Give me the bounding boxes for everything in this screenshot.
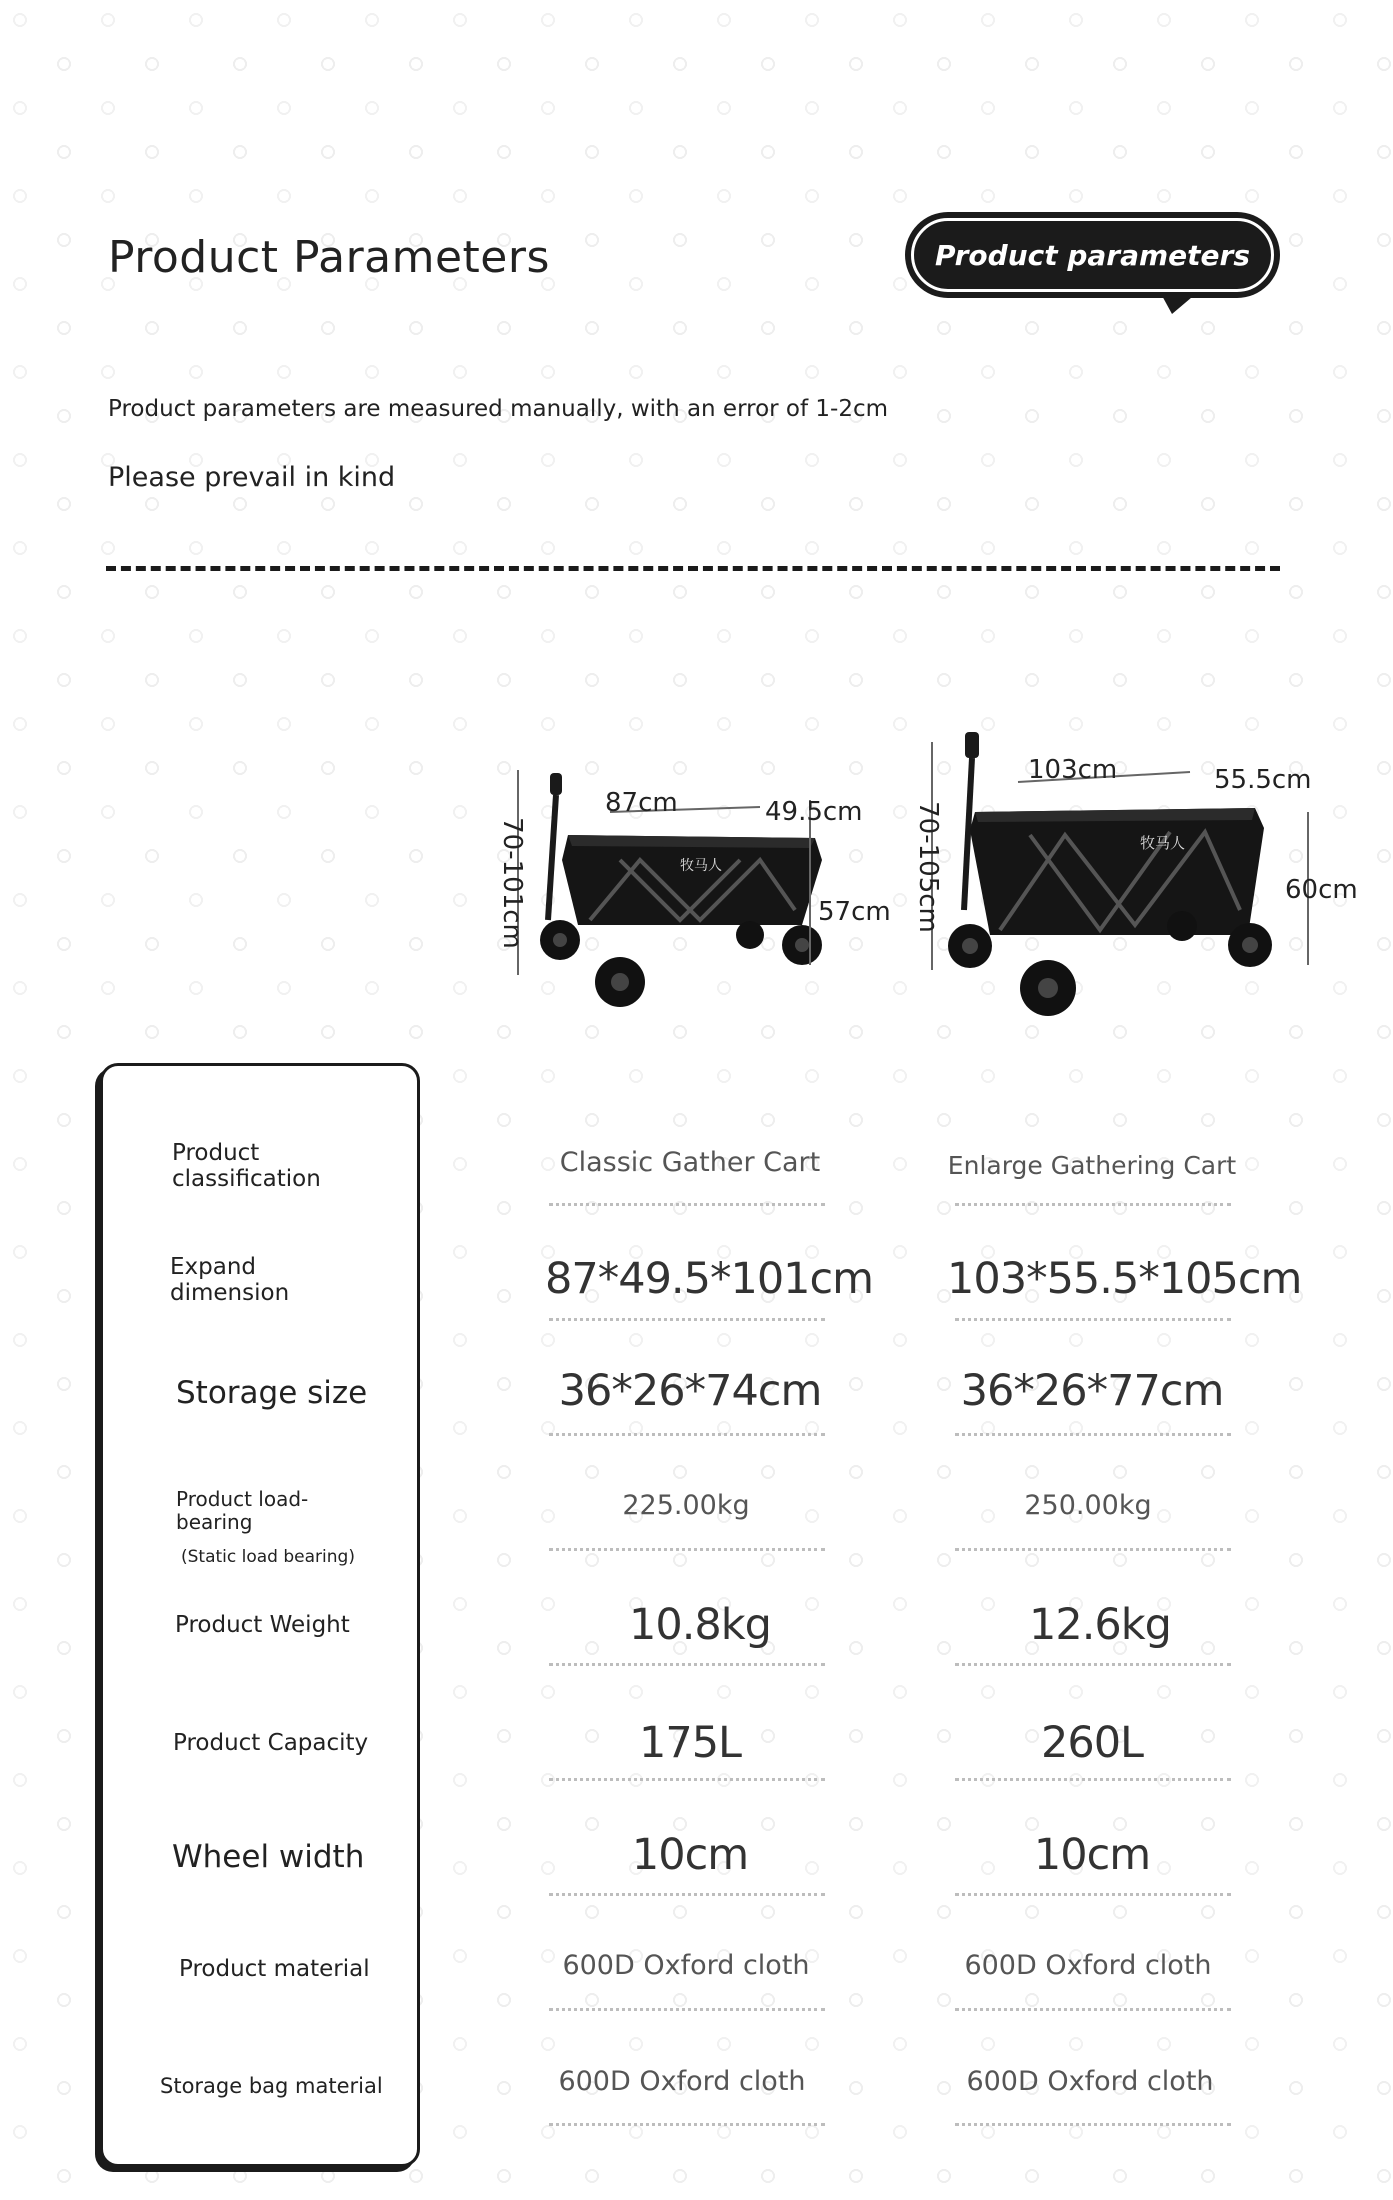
enlarge-width-label: 55.5cm — [1214, 765, 1312, 795]
row-label-storage-size: Storage size — [176, 1375, 368, 1411]
product-parameters-badge — [905, 212, 1280, 298]
classic-height-label: 57cm — [818, 897, 891, 927]
enlarge-capacity: 260L — [1040, 1718, 1144, 1768]
enlarge-classification: Enlarge Gathering Cart — [947, 1151, 1237, 1180]
divider — [106, 566, 1280, 571]
classic-length-label: 87cm — [605, 788, 678, 818]
row-label-load-bearing: Product load-bearing — [176, 1487, 309, 1534]
badge-tail — [1160, 292, 1198, 314]
classic-wheel-width: 10cm — [631, 1830, 749, 1880]
classic-cart-logo: 牧马人 — [680, 858, 722, 874]
row-divider — [955, 1433, 1231, 1436]
row-divider — [549, 1893, 825, 1896]
row-divider — [955, 1663, 1231, 1666]
row-divider — [955, 1778, 1231, 1781]
classic-storage-bag-material: 600D Oxford cloth — [558, 2066, 806, 2097]
prevail-note: Please prevail in kind — [108, 462, 396, 493]
classic-handle-label: 70-101cm — [496, 817, 527, 949]
row-divider — [549, 1433, 825, 1436]
classic-expand-dimension: 87*49.5*101cm — [545, 1254, 874, 1304]
row-divider — [549, 2008, 825, 2011]
classic-storage-size: 36*26*74cm — [558, 1366, 822, 1416]
classic-material: 600D Oxford cloth — [562, 1950, 810, 1981]
classic-classification: Classic Gather Cart — [559, 1147, 821, 1178]
row-divider — [549, 1318, 825, 1321]
row-divider — [549, 1663, 825, 1666]
row-label-material: Product material — [179, 1956, 370, 1982]
row-label-expand-dimension: Expand dimension — [170, 1254, 290, 1307]
row-label-storage-bag-material: Storage bag material — [160, 2074, 383, 2098]
enlarge-storage-size: 36*26*77cm — [960, 1366, 1224, 1416]
row-divider — [549, 1778, 825, 1781]
enlarge-expand-dimension: 103*55.5*105cm — [947, 1254, 1302, 1304]
row-label-classification: Product classification — [172, 1140, 321, 1193]
classic-weight: 10.8kg — [629, 1600, 771, 1650]
row-label-weight: Product Weight — [175, 1612, 350, 1638]
enlarge-weight: 12.6kg — [1029, 1600, 1171, 1650]
enlarge-load-bearing: 250.00kg — [1024, 1490, 1152, 1521]
row-divider — [549, 2123, 825, 2126]
enlarge-material: 600D Oxford cloth — [964, 1950, 1212, 1981]
row-divider — [955, 1893, 1231, 1896]
row-sublabel-static-load: (Static load bearing) — [181, 1547, 355, 1567]
row-divider — [955, 1318, 1231, 1321]
enlarge-cart-logo: 牧马人 — [1140, 834, 1186, 852]
classic-width-label: 49.5cm — [765, 797, 863, 827]
row-divider — [955, 1548, 1231, 1551]
classic-capacity: 175L — [638, 1718, 742, 1768]
row-label-wheel-width: Wheel width — [172, 1839, 365, 1875]
enlarge-length-label: 103cm — [1028, 755, 1118, 785]
row-divider — [955, 2123, 1231, 2126]
row-divider — [955, 1203, 1231, 1206]
enlarge-handle-label: 70-105cm — [912, 801, 943, 933]
enlarge-wheel-width: 10cm — [1033, 1830, 1151, 1880]
row-divider — [549, 1203, 825, 1206]
badge-label: Product parameters — [934, 238, 1251, 272]
enlarge-height-label: 60cm — [1285, 875, 1358, 905]
measurement-note: Product parameters are measured manually, with an error of 1-2cm — [108, 396, 889, 422]
row-divider — [549, 1548, 825, 1551]
classic-load-bearing: 225.00kg — [622, 1490, 750, 1521]
row-divider — [955, 2008, 1231, 2011]
page-title: Product Parameters — [108, 232, 550, 283]
row-label-capacity: Product Capacity — [173, 1730, 369, 1756]
enlarge-storage-bag-material: 600D Oxford cloth — [966, 2066, 1214, 2097]
